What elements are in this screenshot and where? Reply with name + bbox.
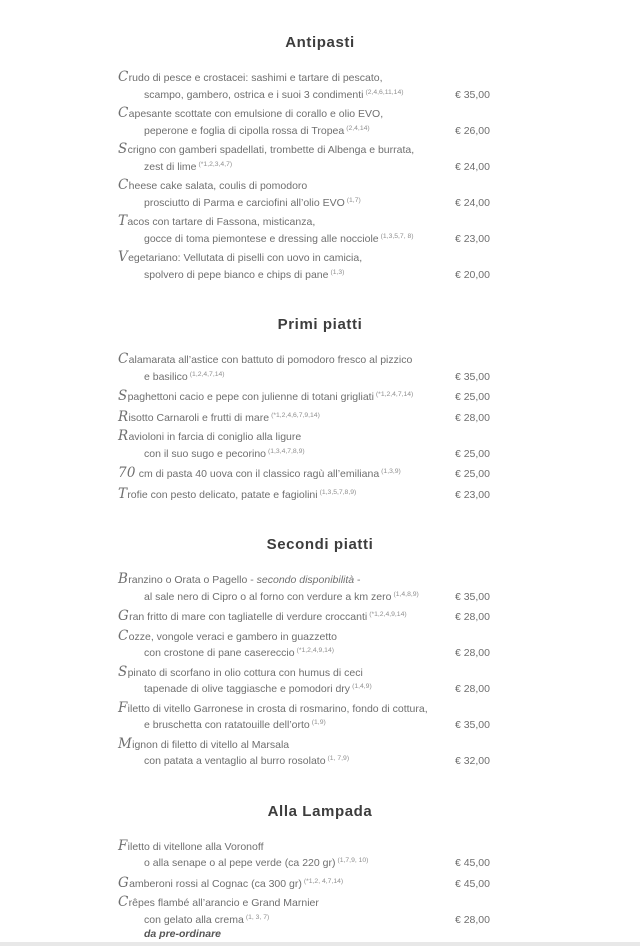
item-initial-letter: S: [118, 663, 128, 680]
section-items: [0, 70, 640, 282]
menu-item-line: [118, 445, 490, 462]
item-text-segment: acos con tartare di Fassona, misticanza,: [127, 216, 316, 228]
menu-item: [118, 70, 490, 102]
item-text-segment: con il suo sugo e pecorino: [144, 447, 266, 460]
item-initial-letter: R: [118, 428, 129, 444]
item-text-segment: paghettoni cacio e pepe con julienne di totani grigliati: [127, 391, 374, 403]
menu-item-line: [118, 927, 490, 942]
menu-item-text: [118, 895, 490, 911]
menu-item-text: [118, 629, 490, 645]
menu-item: [118, 250, 490, 282]
allergen-codes: (1,7,9, 10): [337, 857, 369, 864]
item-text-segment: -: [354, 574, 361, 586]
item-price: € 24,00: [454, 196, 490, 209]
section-items: [0, 839, 640, 942]
item-text-segment: heese cake salata, coulis di pomodoro: [128, 180, 308, 192]
item-price: € 45,00: [454, 857, 490, 869]
allergen-codes: (*1,2,4,9,14): [296, 647, 334, 654]
menu-item-text: [118, 927, 490, 942]
item-price: € 28,00: [454, 913, 490, 926]
item-price: € 28,00: [454, 411, 490, 424]
item-price: € 35,00: [454, 88, 490, 101]
menu-item: [118, 839, 490, 871]
item-text-segment: isotto Carnaroli e frutti di mare: [128, 411, 270, 424]
item-text-segment: avioloni in farcia di coniglio alla ligure: [128, 431, 302, 443]
menu-item-line: [118, 572, 490, 588]
menu-item-text: [118, 86, 447, 103]
item-text-segment: gocce di toma piemontese e dressing alle nocciole: [144, 232, 379, 245]
menu-item-text: [118, 122, 447, 139]
item-text-segment: egetariano: Vellutata di piselli con uovo in camicia,: [128, 252, 363, 264]
item-text-segment: rêpes flambé all’arancio e Grand Marnier: [128, 897, 319, 909]
menu-item-text: [118, 158, 447, 175]
item-price: € 25,00: [454, 391, 490, 403]
menu-item-line: [118, 839, 490, 855]
allergen-codes: (*1,2,4,7,14): [375, 391, 414, 398]
allergen-codes: (1,3,9): [381, 468, 401, 475]
menu-item-line: [118, 86, 490, 103]
menu-item-text: [118, 142, 490, 158]
menu-item-line: [118, 588, 490, 605]
menu-item-text: [118, 409, 447, 426]
menu-item-line: [118, 608, 490, 625]
menu-item-text: [118, 486, 447, 503]
menu-item-text: [118, 214, 490, 230]
item-initial-letter: T: [118, 485, 128, 502]
item-price: € 28,00: [454, 611, 490, 623]
item-initial-letter: C: [118, 177, 129, 193]
menu-item: [118, 665, 490, 697]
item-text-segment: ran fritto di mare con tagliatelle di verdure croccanti: [129, 611, 368, 623]
item-text-segment: spolvero di pepe bianco e chips di pane: [144, 268, 329, 281]
menu-item-line: [118, 122, 490, 139]
menu-section: [0, 34, 640, 282]
menu-item: [118, 486, 490, 503]
item-initial-letter: C: [118, 69, 129, 85]
item-initial-letter: G: [118, 608, 130, 624]
menu-sections: [0, 34, 640, 942]
menu-item-text: [118, 250, 490, 266]
menu-item-line: [118, 106, 490, 122]
menu-item-line: [118, 266, 490, 283]
menu-item-text: [118, 230, 447, 247]
item-initial-letter: S: [118, 388, 128, 404]
menu-item-line: [118, 854, 490, 871]
item-text-segment: cm di pasta 40 uova con il classico ragù all’emiliana: [135, 468, 380, 480]
menu-item-line: [118, 178, 490, 194]
section-title: Secondi piatti: [266, 536, 374, 553]
menu-item-text: [118, 465, 447, 482]
menu-item-text: [118, 644, 447, 661]
menu-item: [118, 409, 490, 426]
menu-item-line: [118, 368, 490, 385]
menu-item: [118, 388, 490, 405]
allergen-codes: (*1,2, 4,7,14): [303, 877, 344, 885]
menu-item-text: [118, 368, 447, 385]
item-price: € 35,00: [454, 590, 490, 603]
allergen-codes: (1, 7,9): [327, 755, 350, 762]
item-text-segment: apesante scottate con emulsione di corallo e olio EVO,: [128, 108, 384, 120]
item-price: € 26,00: [454, 124, 490, 137]
menu-item: [118, 465, 490, 482]
allergen-codes: (*1,2,4,9,14): [369, 611, 407, 618]
menu-item-line: [118, 752, 490, 769]
menu-item-line: [118, 230, 490, 247]
item-initial-letter: S: [118, 141, 128, 157]
item-initial-letter: G: [118, 874, 130, 891]
item-price: € 35,00: [454, 370, 490, 383]
menu-item-text: [118, 429, 490, 445]
item-price: € 28,00: [454, 647, 490, 659]
menu-item-text: [118, 70, 490, 86]
menu-item-line: [118, 214, 490, 230]
item-text-segment: rofie con pesto delicato, patate e fagiolini: [127, 488, 318, 501]
item-price: € 23,00: [454, 488, 490, 501]
item-text-segment: alamarata all’astice con battuto di pomodoro fresco al pizzico: [128, 354, 413, 366]
menu-item-text: [118, 445, 447, 462]
item-text-segment: o alla senape o al pepe verde (ca 220 gr): [144, 857, 336, 869]
item-initial-letter: R: [118, 408, 129, 425]
item-text-segment: tapenade di olive taggiasche e pomodori dry: [144, 683, 351, 695]
item-price: € 25,00: [454, 447, 490, 460]
allergen-codes: (1, 3, 7): [245, 913, 270, 921]
menu-item-text: [118, 572, 490, 588]
menu-item-line: [118, 629, 490, 645]
item-text-segment: con crostone di pane casereccio: [144, 647, 295, 659]
item-price: € 35,00: [454, 719, 490, 731]
section-items: [0, 352, 640, 502]
allergen-codes: (1,4,8,9): [393, 590, 419, 598]
item-text-segment: crigno con gamberi spadellati, trombette di Albenga e burrata,: [127, 144, 415, 156]
menu-item-line: [118, 352, 490, 368]
item-text-segment: con patata a ventaglio al burro rosolato: [144, 755, 326, 767]
item-price: € 28,00: [454, 683, 490, 695]
menu-item-line: [118, 429, 490, 445]
item-text-segment: e bruschetta con ratatouille dell’orto: [144, 719, 310, 731]
menu-item: [118, 608, 490, 625]
menu-item-line: [118, 409, 490, 426]
menu-item-line: [118, 737, 490, 753]
menu-item-text: [118, 839, 490, 855]
menu-item-line: [118, 701, 490, 717]
item-price: € 24,00: [454, 160, 490, 173]
section-title: Primi piatti: [277, 316, 363, 333]
item-initial-letter: C: [118, 894, 129, 910]
allergen-codes: (1,7): [346, 196, 361, 204]
menu-item-line: [118, 895, 490, 911]
menu-item-line: [118, 250, 490, 266]
menu-item-text: [118, 588, 447, 605]
item-price: € 32,00: [454, 755, 490, 767]
allergen-codes: (1,4,9): [352, 683, 372, 690]
menu-item-text: [118, 194, 447, 211]
menu-item: [118, 572, 490, 604]
allergen-codes: (*1,2,3,4,7): [198, 160, 233, 168]
item-initial-letter: B: [118, 571, 129, 587]
menu-item-line: [118, 70, 490, 86]
menu-section: [0, 536, 640, 769]
item-text-segment: iletto di vitello Garronese in crosta di rosmarino, fondo di cottura,: [127, 702, 428, 715]
item-text-segment: pinato di scorfano in olio cottura con humus di ceci: [127, 666, 363, 679]
menu-item-line: [118, 665, 490, 681]
menu-item: [118, 178, 490, 210]
item-text-segment: ozze, vongole veraci e gambero in guazzetto: [128, 630, 338, 643]
item-initial-letter: C: [118, 105, 129, 121]
section-title: Antipasti: [285, 34, 355, 51]
menu-item-line: [118, 465, 490, 482]
menu-item-text: [118, 752, 447, 769]
menu-item-text: [118, 875, 447, 892]
menu-item-text: [118, 701, 490, 717]
item-text-segment: amberoni rossi al Cognac (ca 300 gr): [129, 877, 302, 890]
item-price: € 20,00: [454, 268, 490, 281]
menu-item-line: [118, 716, 490, 733]
menu-item-text: [118, 106, 490, 122]
item-text-segment: zest di lime: [144, 160, 197, 173]
allergen-codes: (1,3,5,7, 8): [380, 232, 414, 240]
item-initial-letter: C: [118, 627, 129, 644]
menu-item-text: [118, 178, 490, 194]
section-items: [0, 572, 640, 769]
menu-item: [118, 142, 490, 174]
menu-item: [118, 106, 490, 138]
menu-item-line: [118, 644, 490, 661]
section-title: Alla Lampada: [267, 802, 373, 820]
menu-item: [118, 352, 490, 384]
menu-item-line: [118, 680, 490, 697]
menu-item-text: [118, 352, 490, 368]
menu-item-text: [118, 716, 447, 733]
menu-item: [118, 875, 490, 892]
menu-item: [118, 629, 490, 661]
item-text-segment: al sale nero di Cipro o al forno con verdure a km zero: [144, 590, 392, 603]
preorder-note: da pre-ordinare: [144, 928, 222, 940]
menu-item-text: [118, 737, 490, 753]
item-initial-letter: F: [118, 699, 128, 716]
allergen-codes: (1,2,4,7,14): [189, 370, 225, 378]
menu-item-line: [118, 388, 490, 405]
menu-item-line: [118, 142, 490, 158]
menu-item-line: [118, 158, 490, 175]
item-text-segment: ignon di filetto di vitello al Marsala: [132, 738, 290, 751]
allergen-codes: (*1,2,4,6,7,9,14): [271, 411, 320, 419]
item-initial-letter: V: [118, 249, 129, 265]
menu-section: [0, 316, 640, 502]
item-initial-letter: 70: [118, 465, 136, 481]
item-price: € 45,00: [454, 877, 490, 890]
item-text-segment: scampo, gambero, ostrica e i suoi 3 condimenti: [144, 88, 364, 101]
item-text-segment: e basilico: [144, 370, 188, 383]
menu-item-line: [118, 875, 490, 892]
item-initial-letter: T: [118, 213, 128, 229]
menu-item: [118, 429, 490, 461]
allergen-codes: (1,3,4,7,8,9): [268, 447, 305, 455]
allergen-codes: (2,4,6,11,14): [365, 88, 404, 96]
menu-item-text: [118, 266, 447, 283]
item-text-segment: prosciutto di Parma e carciofini all’olio EVO: [144, 196, 345, 209]
menu-item-text: [118, 680, 447, 697]
menu-section: [0, 803, 640, 942]
allergen-codes: (1,3,5,7,8,9): [319, 488, 357, 496]
item-text-segment: rudo di pesce e crostacei: sashimi e tartare di pescato,: [128, 72, 383, 84]
menu-item: [118, 701, 490, 733]
menu-item: [118, 895, 490, 942]
item-text-segment: peperone e foglia di cipolla rossa di Tropea: [144, 124, 345, 137]
menu-item-line: [118, 486, 490, 503]
allergen-codes: (2,4,14): [346, 124, 370, 132]
item-text-segment: iletto di vitellone alla Voronoff: [127, 840, 264, 853]
menu-item-text: [118, 388, 447, 405]
item-text-segment: ranzino o Orata o Pagello -: [128, 574, 257, 586]
item-text-segment: con gelato alla crema: [144, 913, 244, 926]
item-initial-letter: M: [118, 735, 133, 752]
menu-item: [118, 214, 490, 246]
item-initial-letter: C: [118, 351, 129, 367]
item-price: € 25,00: [454, 468, 490, 480]
menu-item-text: [118, 854, 447, 871]
menu-item-line: [118, 194, 490, 211]
menu-item: [118, 737, 490, 769]
item-price: € 23,00: [454, 232, 490, 245]
menu-item-text: [118, 665, 490, 681]
menu-item-line: [118, 911, 490, 928]
allergen-codes: (1,9): [311, 719, 326, 726]
menu-item-text: [118, 608, 447, 625]
item-text-segment: secondo disponibilità: [256, 574, 355, 586]
allergen-codes: (1,3): [330, 268, 345, 276]
item-initial-letter: F: [118, 837, 128, 854]
menu-item-text: [118, 911, 447, 928]
